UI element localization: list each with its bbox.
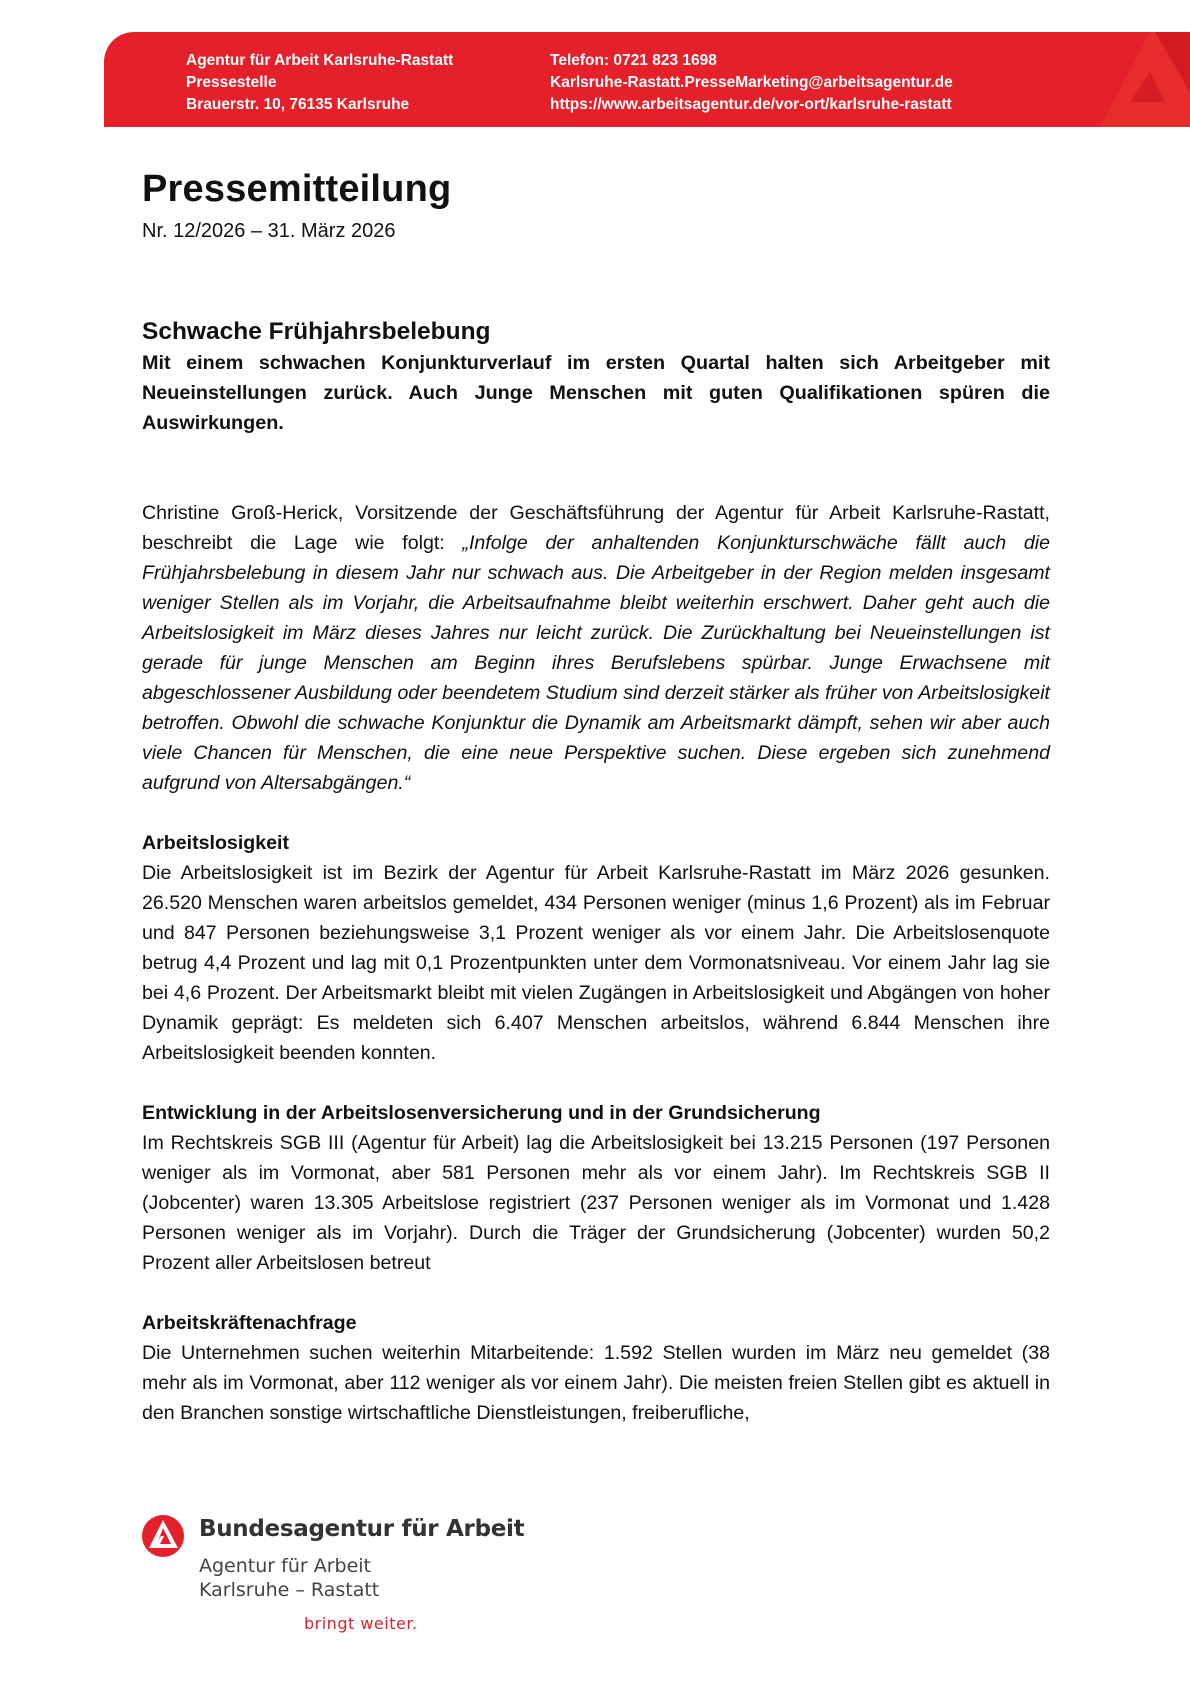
- header-agency-name: Agentur für Arbeit Karlsruhe-Rastatt: [186, 52, 454, 69]
- document-body: [142, 316, 1050, 1428]
- intro-attribution: Christine Groß-Herick, Vorsitzende der Geschäftsführung der Agentur für Arbeit Karlsruhe-Rastatt, beschreibt die Lage wie folgt:: [142, 502, 1050, 554]
- headline: Schwache Frühjahrsbelebung: [142, 318, 491, 345]
- header-phone: Telefon: 0721 823 1698: [550, 52, 717, 69]
- footer-tagline: bringt weiter.: [304, 1614, 418, 1633]
- header-logo-watermark-icon: [990, 32, 1190, 127]
- footer-agency-name: [199, 1554, 379, 1602]
- section-text-entwicklung: Im Rechtskreis SGB III (Agentur für Arbeit) lag die Arbeitslosigkeit bei 13.215 Personen (197 Personen weniger als im Vormonat, aber 581 Personen mehr als vor einem Jahr). Im Rechtskreis SGB II (Jobcenter) waren 13.305 Arbeitslose registriert (237 Personen weniger als im Vormonat und 1.428 Personen weniger als im Vorjahr). Durch die Träger der Grundsicherung (Jobcenter) wurden 50,2 Prozent aller Arbeitslosen betreut: [142, 1132, 1050, 1274]
- header-address-block: [186, 50, 453, 116]
- header-department: Pressestelle: [186, 74, 277, 91]
- section-heading-nachfrage: Arbeitskräftenachfrage: [142, 1312, 357, 1334]
- footer-agency-line-1: Agentur für Arbeit: [199, 1555, 372, 1577]
- header-band: [104, 32, 1190, 127]
- footer-brand-name: Bundesagentur für Arbeit: [199, 1516, 525, 1542]
- document-title: Pressemitteilung: [142, 168, 452, 210]
- document-number-date: Nr. 12/2026 – 31. März 2026: [142, 220, 396, 242]
- header-contact-block: [550, 50, 953, 116]
- intro-quote: „Infolge der anhaltenden Konjunkturschwäche fällt auch die Frühjahrsbelebung in diesem Jahr nur schwach aus. Die Arbeitgeber in der Region melden insgesamt weniger Stellen als im Vorjahr, die Arbeitsaufnahme bleibt weiterhin erschwert. Daher geht auch die Arbeitslosigkeit im März dieses Jahres nur leicht zurück. Die Zurückhaltung bei Neueinstellungen ist gerade für junge Menschen am Beginn ihres Berufslebens spürbar. Junge Erwachsene mit abgeschlossener Ausbildung oder beendetem Studium sind derzeit stärker als früher von Arbeitslosigkeit betroffen. Obwohl die schwache Konjunktur die Dynamik am Arbeitsmarkt dämpft, sehen wir aber auch viele Chancen für Menschen, die eine neue Perspektive suchen. Diese ergeben sich zunehmend aufgrund von Altersabgängen.“: [142, 532, 1050, 794]
- header-website-link[interactable]: https://www.arbeitsagentur.de/vor-ort/karlsruhe-rastatt: [550, 96, 952, 113]
- ba-logo-icon: [141, 1514, 185, 1558]
- lead-paragraph: Mit einem schwachen Konjunkturverlauf im ersten Quartal halten sich Arbeitgeber mit Neueinstellungen zurück. Auch Junge Menschen mit guten Qualifikationen spüren die Auswirkungen.: [142, 352, 1050, 434]
- intro-paragraph: [142, 498, 1050, 798]
- section-heading-entwicklung: Entwicklung in der Arbeitslosenversicherung und in der Grundsicherung: [142, 1102, 821, 1124]
- footer-agency-line-2: Karlsruhe – Rastatt: [199, 1579, 380, 1601]
- header-street-address: Brauerstr. 10, 76135 Karlsruhe: [186, 96, 410, 113]
- section-text-nachfrage: Die Unternehmen suchen weiterhin Mitarbeitende: 1.592 Stellen wurden im März neu gemeldet (38 mehr als im Vormonat, aber 112 weniger als vor einem Jahr). Die meisten freien Stellen gibt es aktuell in den Branchen sonstige wirtschaftliche Dienstleistungen, freiberufliche,: [142, 1342, 1050, 1424]
- header-email-link[interactable]: Karlsruhe-Rastatt.PresseMarketing@arbeitsagentur.de: [550, 74, 953, 91]
- section-text-arbeitslosigkeit: Die Arbeitslosigkeit ist im Bezirk der Agentur für Arbeit Karlsruhe-Rastatt im März 2026 gesunken. 26.520 Menschen waren arbeitslos gemeldet, 434 Personen weniger (minus 1,6 Prozent) als im Februar und 847 Personen beziehungsweise 3,1 Prozent weniger als vor einem Jahr. Die Arbeitslosenquote betrug 4,4 Prozent und lag mit 0,1 Prozentpunkten unter dem Vormonatsniveau. Vor einem Jahr lag sie bei 4,6 Prozent. Der Arbeitsmarkt bleibt mit vielen Zugängen in Arbeitslosigkeit und Abgängen von hoher Dynamik geprägt: Es meldeten sich 6.407 Menschen arbeitslos, während 6.844 Menschen ihre Arbeitslosigkeit beenden konnten.: [142, 862, 1050, 1064]
- section-heading-arbeitslosigkeit: Arbeitslosigkeit: [142, 832, 289, 854]
